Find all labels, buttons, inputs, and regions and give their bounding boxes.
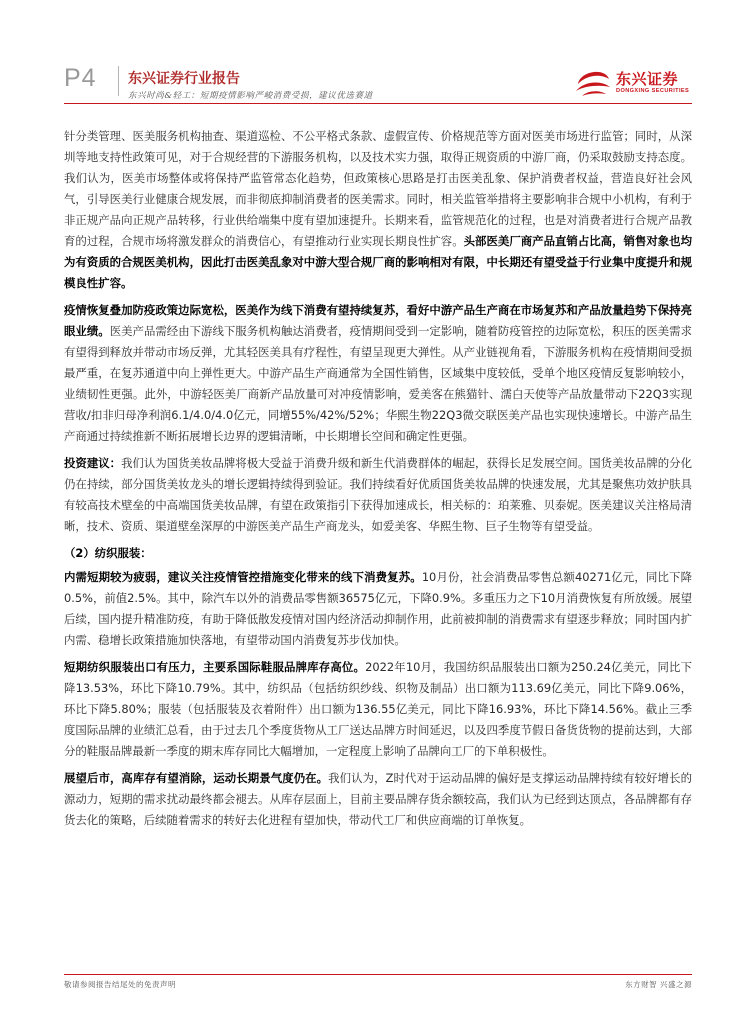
footer-disclaimer: 敬请参阅报告结尾处的免责声明 — [64, 980, 176, 989]
paragraph-highlight: 头部医美厂商产品直销占比高，销售对象也均为有资质的合规医美机构，因此打击医美乱象对中游大型合规厂商的影响相对有限，中长期还有望受益于行业集中度提升和规模良性扩容。 — [64, 234, 692, 290]
paragraph-recovery — [64, 300, 692, 447]
paragraph-investment-advice — [64, 453, 692, 537]
section-heading-textile: （2）纺织服装： — [64, 546, 152, 560]
paragraph-text: 针分类管理、医美服务机构抽查、渠道巡检、不公平格式条款、虚假宣传、价格规范等方面对医美市场进行监管；同时，从深圳等地支持性政策可见，对于合规经营的下游服务机构，以及技术实力强，取得正规资质的中游厂商，仍采取鼓励支持态度。我们认为，医美市场整体或将保持严监管常态化趋势，但政策核心思路是打击医美乱象、保护消费者权益，营造良好社会风气，引导医美行业健康合规发展，而非彻底抑制消费者的医美需求。同时，相关监管举措将主要影响非合规中小机构，有利于非正规产品向正规产品转移，行业供给端集中度有望加速提升。长期来看，监管规范化的过程，也是对消费者进行合规产品教育的过程，合规市场将激发群众的消费信心，有望推动行业实现长期良性扩容。 — [64, 129, 692, 248]
page-number: P4 — [64, 64, 97, 92]
paragraph-regulation — [64, 126, 692, 294]
paragraph-text: 10月份，社会消费品零售总额40271亿元，同比下降0.5%，前值2.5%。其中，除汽车以外的消费品零售额36575亿元，下降0.9%。多重压力之下10月消费恢复有所放缓。展望后续，国内提升精准防疫，有助于降低散发疫情对国内经济活动抑制作用，此前被抑制的消费需求有望逐步释放；同时国内扩内需、稳增长政策措施加快落地，有望带动国内消费复苏步伐加快。 — [64, 570, 692, 647]
paragraph-highlight: 投资建议： — [64, 456, 122, 470]
footer-rule — [64, 974, 692, 975]
logo-text-cn: 东兴证券 — [616, 70, 679, 88]
logo-mark-icon — [574, 64, 612, 98]
paragraph-highlight: 内需短期较为疲弱，建议关注疫情管控措施变化带来的线下消费复苏。 — [64, 570, 422, 584]
report-title: 东兴证券行业报告 — [128, 71, 240, 87]
paragraph-text: 我们认为，Z时代对于运动品牌的偏好是支撑运动品牌持续有较好增长的源动力，短期的需求扰动最终都会褪去。从库存层面上，目前主要品牌存货余额较高，我们认为已经到达顶点，各品牌都有存货去化的策略，后续随着需求的转好去化进程有望加快，带动代工厂和供应商端的订单恢复。 — [64, 771, 692, 827]
paragraph-text: 我们认为国货美妆品牌将极大受益于消费升级和新生代消费群体的崛起，获得长足发展空间。国货美妆品牌的分化仍在持续，部分国货美妆龙头的增长逻辑持续得到验证。我们持续看好优质国货美妆品牌的快速发展，尤其是聚焦功效护肤具有较高技术壁垒的中高端国货美妆品牌，有望在政策指引下获得加速成长，相关标的：珀莱雅、贝泰妮。医美建议关注格局清晰，技术、资质、渠道壁垒深厚的中游医美产品生产商龙头，如爱美客、华熙生物、巨子生物等有望受益。 — [64, 456, 692, 533]
paragraph-highlight: 展望后市，高库存有望消除，运动长期景气度仍在。 — [64, 771, 329, 785]
report-subtitle: 东兴时尚&轻工：短期疫情影响严峻消费受损，建议优选赛道 — [128, 91, 373, 101]
paragraph-domestic-demand — [64, 567, 692, 651]
header-rule — [64, 103, 692, 104]
logo-text-en: DONGXING SECURITIES — [616, 88, 690, 94]
paragraph-text: 医美产品需经由下游线下服务机构触达消费者，疫情期间受到一定影响，随着防疫管控的边际宽松，积压的医美需求有望得到释放并带动市场反弹，尤其轻医美具有疗程性，有望呈现更大弹性。从产业链视角看，下游服务机构在疫情期间受损最严重，在复苏通道中向上弹性更大。中游产品生产商通常为全国性销售，区域集中度较低，受单个地区疫情反复影响较小，业绩韧性更强。此外，中游轻医美厂商新产品放量可对冲疫情影响，爱美客在熊猫针、濡白天使等产品放量带动下22Q3实现营收/扣非归母净利润6.1/4.0/4.0亿元，同增55%/42%/52%；华熙生物22Q3微交联医美产品也实现快速增长。中游产品生产商通过持续推新不断拓展增长边界的逻辑清晰，中长期增长空间和确定性更强。 — [64, 324, 692, 443]
report-body — [64, 126, 692, 837]
paragraph-export — [64, 657, 692, 762]
paragraph-outlook — [64, 768, 692, 831]
paragraph-highlight: 疫情恢复叠加防疫政策边际宽松，医美作为线下消费有望持续复苏，看好中游产品生产商在市场复苏和产品放量趋势下保持亮眼业绩。 — [64, 303, 692, 338]
header-divider — [118, 66, 119, 96]
paragraph-text: 2022年10月，我国纺织品服装出口额为250.24亿美元，同比下降13.53%，环比下降10.79%。其中，纺织品（包括纺织纱线、织物及制品）出口额为113.69亿美元，同比下降9.06%，环比下降5.80%；服装（包括服装及衣着附件）出口额为136.55亿美元，同比下降16.93%，环比下降14.56%。截止三季度国际品牌的业绩汇总看，由于过去几个季度货物从工厂送达品牌方时间延迟，以及四季度节假日备货货物的提前达到，大部分的鞋服品牌最新一季度的期末库存同比大幅增加，一定程度上影响了品牌向工厂的下单积极性。 — [64, 660, 692, 758]
company-logo — [574, 64, 694, 100]
paragraph-highlight: 短期纺织服装出口有压力，主要系国际鞋服品牌库存高位。 — [64, 660, 366, 674]
footer-slogan: 东方财智 兴盛之源 — [625, 980, 692, 989]
